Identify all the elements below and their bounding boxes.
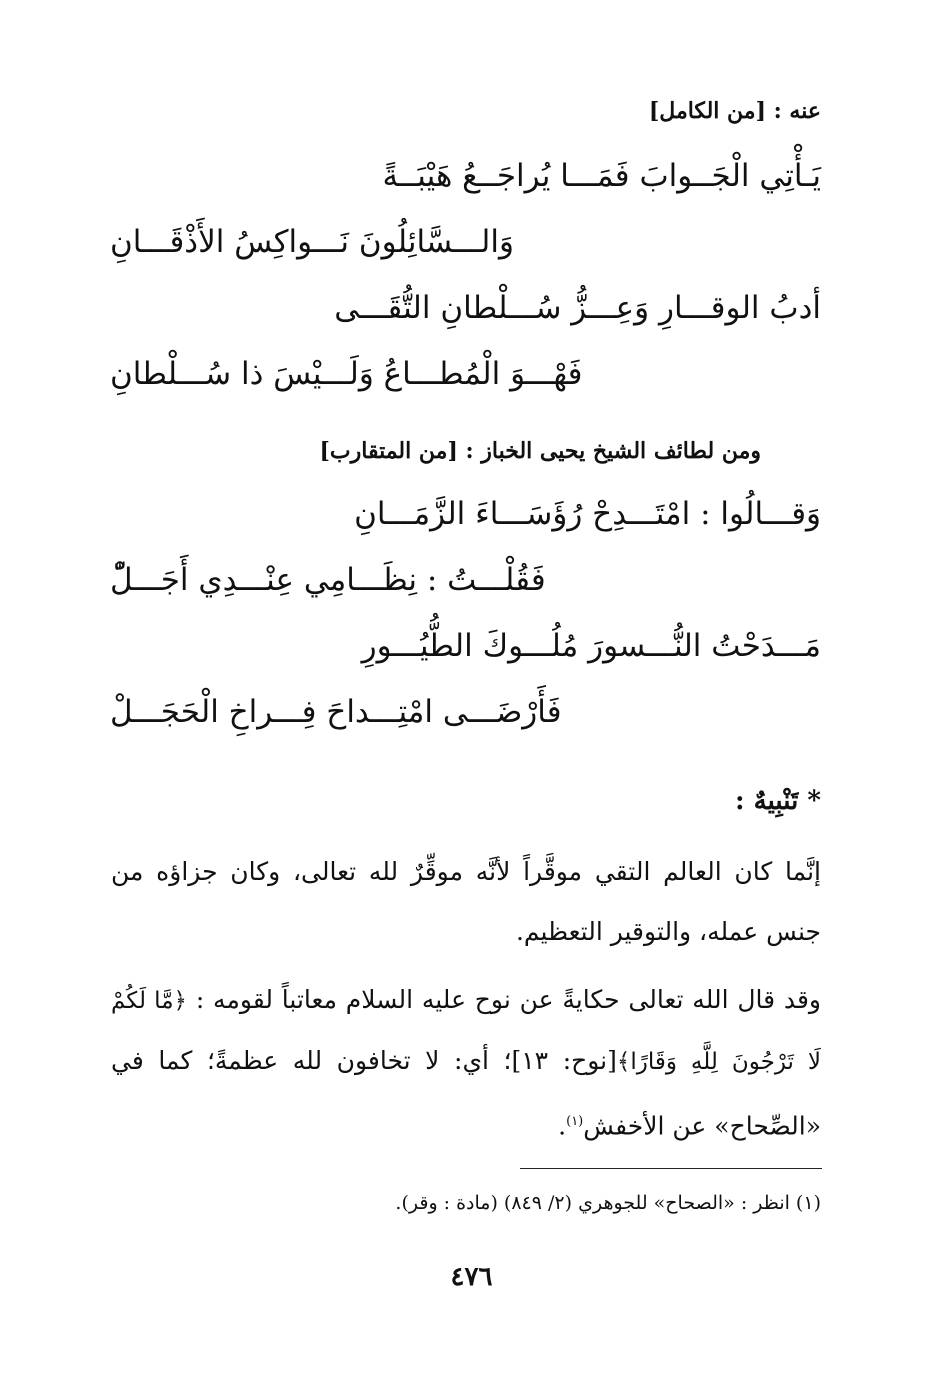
footnote: (١) انظر : «الصحاح» للجوهري (٢/ ٨٤٩) (مادة : وقر). bbox=[395, 1192, 821, 1214]
poem2-verse-4: فَأَرْضَـــى امْتِـــداحَ فِـــراخِ الْحَجَـــلْ bbox=[110, 694, 562, 730]
poem1-verse-4: فَهْـــوَ الْمُطـــاعُ وَلَـــيْسَ ذا سُـــلْطانِ bbox=[110, 356, 583, 392]
footnote-divider bbox=[520, 1168, 822, 1169]
poem1-verse-3: أدبُ الوقـــارِ وَعِـــزُّ سُـــلْطانِ التُّقَـــى bbox=[334, 290, 821, 326]
paragraph-2-text-a: وقد قال الله تعالى حكايةً عن نوح عليه السلام معاتباً لقومه : bbox=[195, 985, 822, 1014]
poem1-verse-2: وَالـــسَّائِلُونَ نَـــواكِسُ الأَذْقَـــانِ bbox=[110, 224, 514, 260]
footnote-ref: (١) bbox=[566, 1114, 584, 1129]
paragraph-1: إنَّما كان العالم التقي موقَّراً لأنَّه موقِّرٌ لله تعالى، وكان جزاؤه من جنس عمله، والتوقير التعظيم. bbox=[111, 857, 821, 946]
intro-line-2: ومن لطائف الشيخ يحيى الخباز : [من المتقارب] bbox=[319, 438, 761, 464]
poem2-verse-1: وَقـــالُوا : امْتَـــدِحْ رُؤَسَـــاءَ الزَّمَـــانِ bbox=[354, 496, 821, 532]
quran-verse: ﴿مَّا لَكُمْ لَا تَرْجُونَ لِلَّهِ وَقَارًا﴾ bbox=[111, 988, 821, 1075]
intro-line-1: عنه : [من الكامل] bbox=[648, 98, 821, 124]
paragraph-2-end: . bbox=[558, 1111, 567, 1141]
poem2-verse-3: مَـــدَحْتُ النُّـــسورَ مُلُـــوكَ الطُّيُـــورِ bbox=[361, 628, 821, 664]
paragraph-2 bbox=[111, 970, 821, 1156]
poem1-verse-1: يَـأْتِي الْجَــوابَ فَمَـــا يُراجَــعُ هَيْبَــةً bbox=[382, 158, 821, 194]
section-heading: * تَنْبِيهٌ : bbox=[734, 786, 821, 816]
poem2-verse-2: فَقُلْـــتُ : نِظَـــامِي عِنْـــدِي أَجَـــلّْ bbox=[110, 562, 546, 598]
paragraph-2-text-b: [نوح: ١٣]؛ أي: لا تخافون لله عظمةً؛ كما في «الصِّحاح» عن الأخفش bbox=[111, 1046, 821, 1141]
page-number: ٤٧٦ bbox=[450, 1262, 493, 1292]
